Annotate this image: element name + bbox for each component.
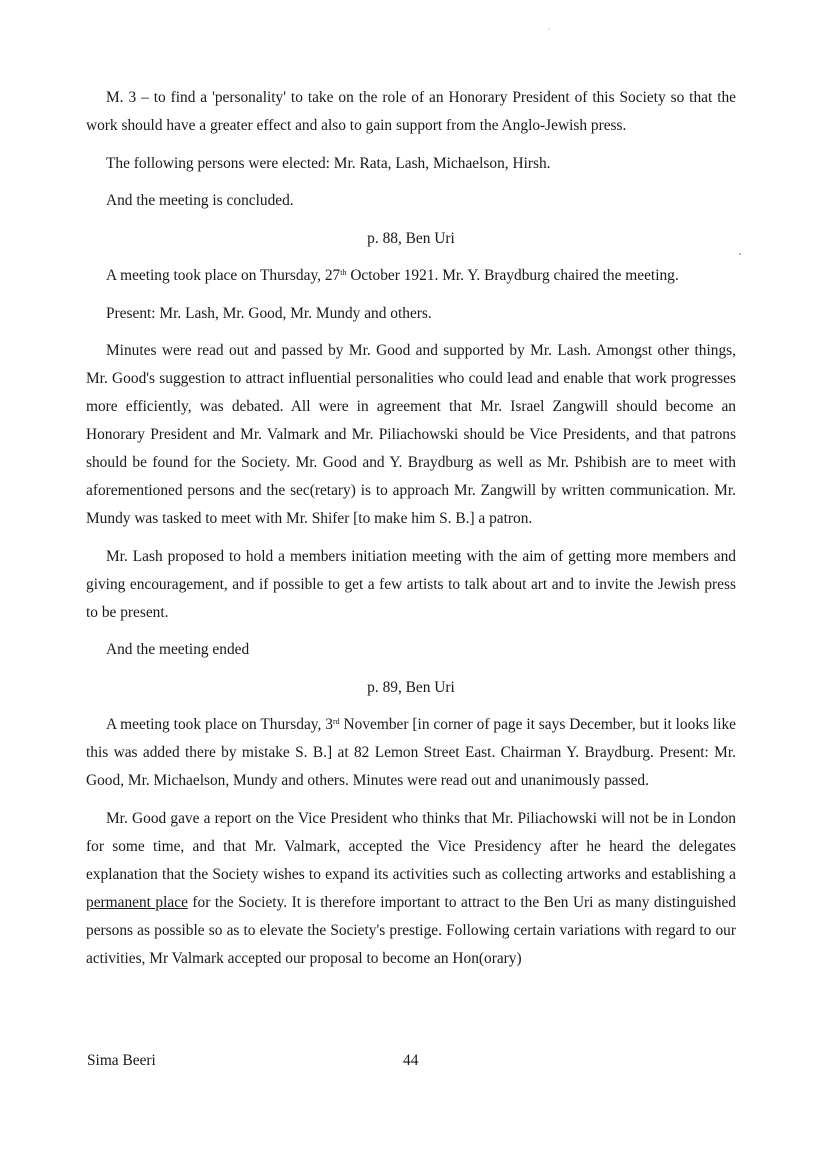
paragraph-concluded: And the meeting is concluded. bbox=[106, 192, 294, 209]
paragraph-present: Present: Mr. Lash, Mr. Good, Mr. Mundy and others. bbox=[106, 304, 432, 322]
footer-author: Sima Beeri bbox=[87, 1052, 156, 1069]
ordinal-suffix: th bbox=[340, 268, 347, 277]
ordinal-suffix: rd bbox=[332, 717, 340, 726]
paragraph-good-report bbox=[86, 805, 736, 973]
report-text-end: for the Society. It is therefore important to attract to the Ben Uri as many distinguished persons as possible so as to elevate the Society's prestige. Following certain variations with regard to our activities, Mr Valmark accepted our proposal to become an Hon(orary) bbox=[86, 893, 737, 967]
scan-speck bbox=[548, 28, 550, 30]
meeting-text-start: A meeting took place on Thursday, 3 bbox=[106, 716, 333, 733]
meeting-text-end: November [in corner of page it says December, but it looks like this was added there by mistake S. B.] at 82 Lemon Street East. Chairman Y. Braydburg. Present: Mr. Good, Mr. Michaelson, Mundy and others. Minutes were read out and unanimously passed. bbox=[86, 716, 736, 789]
paragraph-lash-proposal: Mr. Lash proposed to hold a members initiation meeting with the aim of getting more members and giving encouragement, and if possible to get a few artists to talk about art and to invite the Jewish press to be present. bbox=[86, 547, 736, 621]
meeting-text-start: A meeting took place on Thursday, 27 bbox=[106, 267, 341, 284]
paragraph-meeting-ended: And the meeting ended bbox=[106, 641, 250, 658]
paragraph-m3: M. 3 – to find a 'personality' to take on the role of an Honorary President of this Society so that the work should have a greater effect and also to gain support from the Anglo-Jewish press. bbox=[86, 89, 736, 134]
underlined-phrase: permanent place bbox=[86, 893, 188, 911]
document-page bbox=[86, 84, 736, 982]
paragraph-meeting-3-november bbox=[86, 711, 736, 795]
meeting-text-end: October 1921. Mr. Y. Braydburg chaired the meeting. bbox=[346, 267, 679, 284]
page-number: 44 bbox=[403, 1052, 419, 1069]
report-text-start: Mr. Good gave a report on the Vice President who thinks that Mr. Piliachowski will not be in London for some time, and that Mr. Valmark, accepted the Vice Presidency after he heard the delegates explanation that the Society wishes to expand its activities such as collecting artworks and establishing a bbox=[86, 809, 736, 883]
page-footer bbox=[87, 1052, 737, 1074]
section-heading-p89: p. 89, Ben Uri bbox=[367, 678, 455, 696]
scan-speck bbox=[739, 253, 741, 255]
paragraph-minutes: Minutes were read out and passed by Mr. Good and supported by Mr. Lash. Amongst other things, Mr. Good's suggestion to attract influential personalities who could lead and enable that work progresses more efficiently, was debated. All were in agreement that Mr. Israel Zangwill should become an Honorary President and Mr. Valmark and Mr. Piliachowski should be Vice Presidents, and that patrons should be found for the Society. Mr. Good and Y. Braydburg as well as Mr. Pshibish are to meet with aforementioned persons and the sec(retary) is to approach Mr. Zangwill by written communication. Mr. Mundy was tasked to meet with Mr. Shifer [to make him S. B.] a patron. bbox=[86, 342, 736, 527]
paragraph-meeting-27-october bbox=[86, 262, 736, 290]
paragraph-elected: The following persons were elected: Mr. Rata, Lash, Michaelson, Hirsh. bbox=[106, 154, 551, 172]
section-heading-p88: p. 88, Ben Uri bbox=[367, 229, 455, 247]
